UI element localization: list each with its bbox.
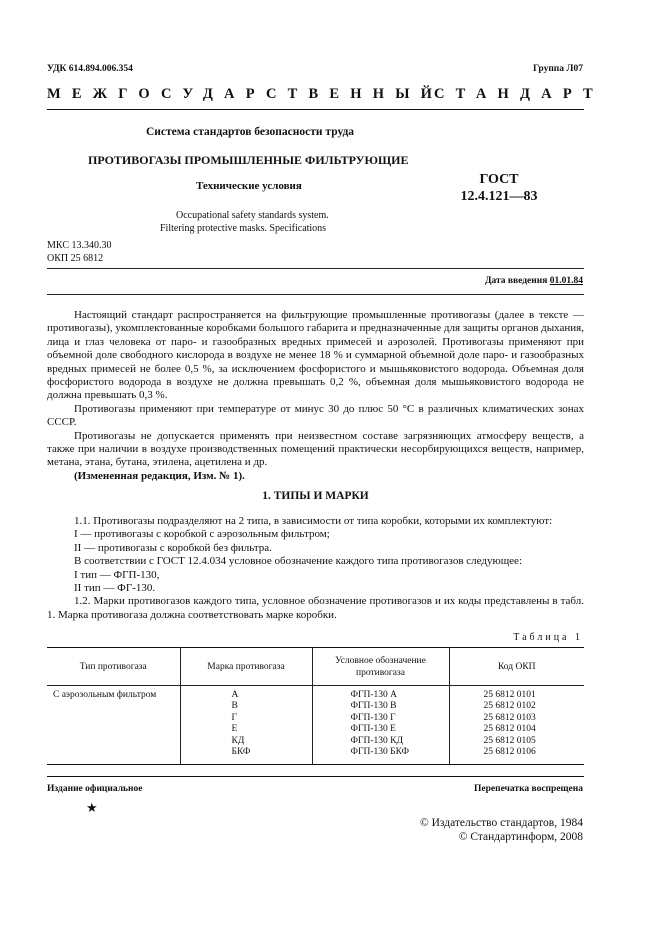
designation-cell: ФГП-130 В	[350, 701, 397, 712]
mark-cell: Е	[231, 724, 238, 735]
type-cell: С аэрозольным фильтром	[47, 686, 180, 765]
date-rule	[47, 294, 584, 295]
table-row	[47, 686, 584, 765]
mks-code: МКС 13.340.30	[47, 240, 112, 251]
document-title: ПРОТИВОГАЗЫ ПРОМЫШЛЕННЫЕ ФИЛЬТРУЮЩИЕ	[88, 153, 409, 167]
designation-cell: ФГП-130 КД	[350, 735, 403, 746]
designation-cell: ФГП-130 А	[350, 690, 398, 700]
okp-code: ОКП 25 6812	[47, 253, 104, 264]
designation-type-1: I тип — ФГП-130,	[74, 568, 160, 581]
copyright-publisher: © Издательство стандартов, 1984	[419, 817, 583, 829]
type-1-line: I — противогазы с коробкой с аэрозольным фильтром;	[74, 528, 330, 541]
english-title-line2: Filtering protective masks. Specifications	[160, 223, 327, 234]
document-body	[47, 309, 584, 483]
designation-intro: В соответствии с ГОСТ 12.4.034 условное обозначение каждого типа противогазов следующее:	[74, 555, 522, 568]
amendment-note: (Измененная редакция, Изм. № 1).	[74, 469, 245, 482]
official-edition: Издание официальное	[47, 784, 143, 794]
gost-label: ГОСТ	[479, 172, 519, 187]
type-2-line: II — противогазы с коробкой без фильтра.	[74, 541, 272, 554]
reprint-prohibited: Перепечатка воспрещена	[473, 784, 583, 794]
clause-1-2: 1.2. Марки противогазов каждого типа, условное обозначение противогазов и их коды представлены в табл. 1. Марка противогаза должна соответствовать марке коробки.	[47, 595, 584, 621]
okp-cell: 25 6812 0104	[483, 724, 536, 735]
table-header-type: Тип противогаза	[47, 648, 180, 686]
designation-type-2: II тип — ФГ-130.	[74, 582, 156, 595]
intro-date	[485, 276, 583, 286]
okp-column	[449, 686, 584, 765]
table-header-mark: Марка противогаза	[180, 648, 312, 686]
footer-rule	[47, 776, 584, 777]
banner-interstate: МЕЖГОСУДАРСТВЕННЫЙ	[47, 86, 444, 102]
mark-cell: Г	[231, 712, 237, 723]
document-subtitle: Технические условия	[196, 180, 302, 192]
group-code: Группа Л07	[532, 64, 583, 74]
okp-cell: 25 6812 0101	[483, 690, 536, 700]
header-rule	[47, 109, 584, 110]
table-1	[47, 647, 584, 765]
section-1-body	[47, 515, 584, 622]
table-header-okp: Код ОКП	[497, 661, 536, 672]
mark-cell: БКФ	[231, 747, 251, 758]
udk-code: УДК 614.894.006.354	[47, 64, 133, 74]
section-1-title: 1. ТИПЫ И МАРКИ	[262, 490, 369, 502]
paragraph-restrictions: Противогазы не допускается применять при неизвестном составе загрязняющих атмосферу веществ, а также при наличии в воздухе производственных помещений практически несорбирующихся веществ, например, метана, этана, бутана, этилена, ацетилена и др.	[47, 429, 584, 469]
designation-cell: ФГП-130 Г	[350, 712, 396, 723]
mark-column	[180, 686, 312, 765]
copyright-standartinform: © Стандартинформ, 2008	[458, 831, 583, 843]
star-icon: ★	[86, 800, 98, 815]
designation-column	[312, 686, 449, 765]
okp-cell: 25 6812 0105	[483, 735, 536, 746]
intro-date-value: 01.01.84	[549, 276, 583, 286]
okp-cell: 25 6812 0102	[483, 701, 536, 712]
table-header-designation: Условное обозначение противогаза	[312, 648, 449, 686]
banner-standard: СТАНДАРТ	[434, 86, 604, 102]
okp-cell: 25 6812 0103	[483, 712, 536, 723]
designation-cell: ФГП-130 Е	[350, 724, 396, 735]
designation-cell: ФГП-130 БКФ	[350, 747, 410, 758]
paragraph-scope: Настоящий стандарт распространяется на фильтрующие промышленные противогазы (далее в тексте — противогазы), укомплектованные коробками большого габарита и предназначенные для защиты органов дыхания, лица и глаз человека от паро- и газообразных вредных примесей и аэрозолей. Противогазы применяют при объемной доле свободного кислорода в воздухе не менее 18 % и суммарной объемной доле паро- и газообразных вредных примесей не более 0,5 %, за исключением фосфористого и мышьяковистого водорода. Объемная доля фосфористого водорода в воздухе не должна превышать 0,2 %, объемная доля мышьяковистого водорода не должна превышать 0,3 %.	[47, 309, 584, 402]
intro-date-label: Дата введения	[484, 276, 548, 286]
paragraph-temperature: Противогазы применяют при температуре от минус 30 до плюс 50 °С в различных климатических зонах СССР.	[47, 402, 584, 429]
clause-1-1: 1.1. Противогазы подразделяют на 2 типа, в зависимости от типа коробки, которыми их комплектуют:	[74, 515, 553, 527]
okp-cell: 25 6812 0106	[483, 747, 536, 758]
gost-number: 12.4.121—83	[460, 189, 538, 204]
mark-cell: В	[231, 701, 238, 712]
english-title-line1: Occupational safety standards system.	[176, 210, 329, 221]
mark-cell: А	[231, 690, 239, 700]
table-1-caption: Таблица 1	[513, 632, 583, 643]
mark-cell: КД	[231, 735, 245, 746]
title-rule	[47, 268, 584, 269]
system-title: Система стандартов безопасности труда	[146, 126, 355, 138]
